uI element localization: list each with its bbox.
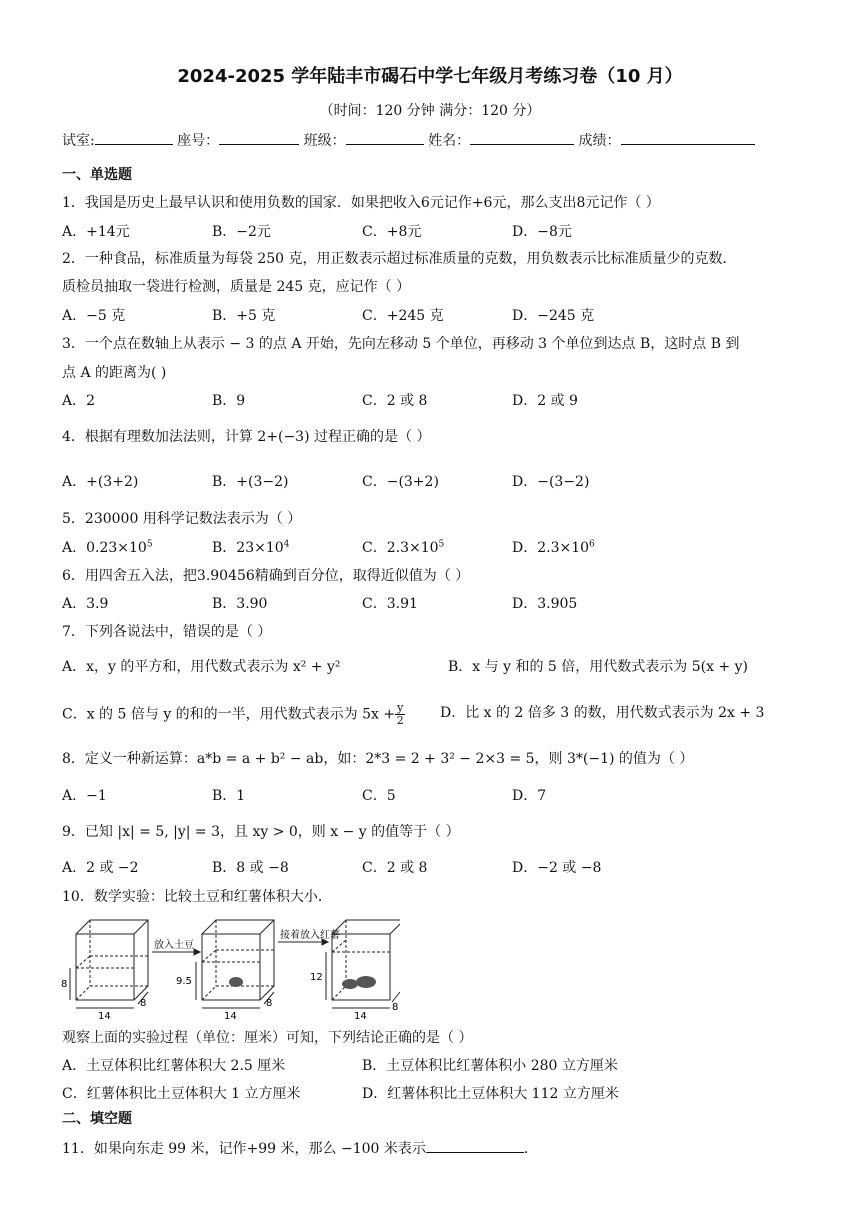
field-room-label: 试室: <box>62 133 95 149</box>
height-label: 12 <box>310 972 323 983</box>
option-c: C．$2.3\times 10^5$ <box>362 539 445 556</box>
option-a: A．x，y 的平方和，用代数式表示为 x² + y² <box>62 659 341 675</box>
option-c: C．2 或 8 <box>362 860 428 876</box>
experiment-figure <box>60 912 400 1020</box>
option-c: C．+8元 <box>362 224 422 240</box>
option-d: D．3.905 <box>512 596 578 612</box>
width-label: 14 <box>224 1011 237 1020</box>
option-a: A．+14元 <box>62 224 130 240</box>
question-stem: 5．230000 用科学记数法表示为（ ） <box>62 511 302 527</box>
option-b: B．9 <box>212 393 246 409</box>
question-stem: 4．根据有理数加法法则，计算 2+(−3) 过程正确的是（ ） <box>62 429 431 445</box>
field-score-blank[interactable] <box>621 130 755 145</box>
option-b: B．x 与 y 和的 5 倍，用代数式表示为 5(x + y) <box>448 659 748 675</box>
option-d: D．−2 或 −8 <box>512 860 602 876</box>
field-room-blank[interactable] <box>95 130 173 145</box>
option-d: D．比 x 的 2 倍多 3 的数，用代数式表示为 2x + 3 <box>440 705 765 721</box>
option-c: C．5 <box>362 788 396 804</box>
option-b: B．−2元 <box>212 224 271 240</box>
option-b: B．1 <box>212 788 246 804</box>
option-b: B．+(3−2) <box>212 474 289 490</box>
option-a: A．3.9 <box>62 596 109 612</box>
width-label: 14 <box>98 1011 111 1020</box>
option-a: A．−1 <box>62 788 107 804</box>
arrow-label: 放入土豆 <box>154 940 194 951</box>
question-stem-cont: 点 A 的距离为( ) <box>62 365 167 381</box>
option-d: D．−245 克 <box>512 308 595 324</box>
box-front <box>76 934 134 1000</box>
question-stem: 7．下列各说法中，错误的是（ ） <box>62 624 272 640</box>
field-class-blank[interactable] <box>346 130 424 145</box>
potato-shape <box>229 977 243 987</box>
height-label: 9.5 <box>176 976 192 987</box>
field-name-blank[interactable] <box>470 130 574 145</box>
answer-blank[interactable] <box>426 1138 524 1153</box>
potato-shape <box>342 979 358 989</box>
option-a: A．−5 克 <box>62 308 126 324</box>
question-stem: 1．我国是历史上最早认识和使用负数的国家．如果把收入6元记作+6元，那么支出8元记作（ ） <box>62 195 660 211</box>
depth-label: 8 <box>392 1002 399 1013</box>
option-a: A．2 或 −2 <box>62 860 139 876</box>
sweet-potato-shape <box>356 976 376 988</box>
option-c: C．−(3+2) <box>362 474 439 490</box>
option-b: B．$23\times 10^4$ <box>212 539 290 556</box>
field-score-label: 成绩： <box>578 133 621 149</box>
option-d: D．−(3−2) <box>512 474 590 490</box>
width-label: 14 <box>354 1011 367 1020</box>
option-d: D．红薯体积比土豆体积大 112 立方厘米 <box>362 1086 619 1102</box>
section-heading: 二、填空题 <box>62 1111 132 1127</box>
depth-label: 8 <box>266 998 273 1009</box>
question-stem: 6．用四舍五入法，把3.90456精确到百分位，取得近似值为（ ） <box>62 568 470 584</box>
option-c: C．x 的 5 倍与 y 的和的一半，用代数式表示为 5x + $\frac{y}{2}$ <box>62 701 404 727</box>
option-d: D．$2.3\times 10^6$ <box>512 539 595 556</box>
question-stem: 10．数学实验：比较土豆和红薯体积大小． <box>62 889 332 905</box>
question-stem: 9．已知 |x| = 5, |y| = 3，且 xy > 0，则 x − y 的值等于（ ） <box>62 824 460 840</box>
option-c: C．+245 克 <box>362 308 444 324</box>
question-stem-cont: 观察上面的实验过程（单位：厘米）可知，下列结论正确的是（ ） <box>62 1030 473 1046</box>
field-seat-label: 座号： <box>177 133 220 149</box>
option-c: C．红薯体积比土豆体积大 1 立方厘米 <box>62 1086 301 1102</box>
arrow-label: 接着放入红薯 <box>280 930 340 941</box>
page-subtitle: （时间：120 分钟 满分：120 分） <box>319 103 541 119</box>
option-b: B．土豆体积比红薯体积小 280 立方厘米 <box>362 1058 618 1074</box>
question-stem-cont: 质检员抽取一袋进行检测，质量是 245 克，应记作（ ） <box>62 279 411 295</box>
page-title: 2024-2025 学年陆丰市碣石中学七年级月考练习卷（10 月） <box>177 66 683 87</box>
field-seat-blank[interactable] <box>219 130 299 145</box>
question-stem: 11．如果向东走 99 米，记作+99 米，那么 −100 米表示 ． <box>62 1138 538 1158</box>
option-d: D．−8元 <box>512 224 572 240</box>
field-class-label: 班级： <box>303 133 346 149</box>
option-d: D．2 或 9 <box>512 393 578 409</box>
option-b: B．3.90 <box>212 596 268 612</box>
option-a: A．土豆体积比红薯体积大 2.5 厘米 <box>62 1058 286 1074</box>
option-d: D．7 <box>512 788 547 804</box>
option-a: A．$0.23\times 10^5$ <box>62 539 153 556</box>
option-a: A．+(3+2) <box>62 474 139 490</box>
field-name-label: 姓名： <box>428 133 471 149</box>
option-b: B．8 或 −8 <box>212 860 289 876</box>
section-heading: 一、单选题 <box>62 167 132 183</box>
option-b: B．+5 克 <box>212 308 276 324</box>
student-info-line <box>62 130 755 150</box>
fraction: $\frac{y}{2}$ <box>396 701 404 727</box>
option-a: A．2 <box>62 393 96 409</box>
option-c: C．2 或 8 <box>362 393 428 409</box>
question-stem: 8．定义一种新运算：a*b = a + b² − ab，如：2*3 = 2 + 3² − 2×3 = 5，则 3*(−1) 的值为（ ） <box>62 751 694 767</box>
question-stem: 3．一个点在数轴上从表示 − 3 的点 A 开始，先向左移动 5 个单位，再移动 3 个单位到达点 B，这时点 B 到 <box>62 336 740 352</box>
option-c: C．3.91 <box>362 596 418 612</box>
depth-label: 8 <box>140 998 147 1009</box>
height-label: 8 <box>61 979 68 990</box>
question-stem: 2．一种食品，标准质量为每袋 250 克，用正数表示超过标准质量的克数，用负数表示比标准质量少的克数． <box>62 251 737 267</box>
